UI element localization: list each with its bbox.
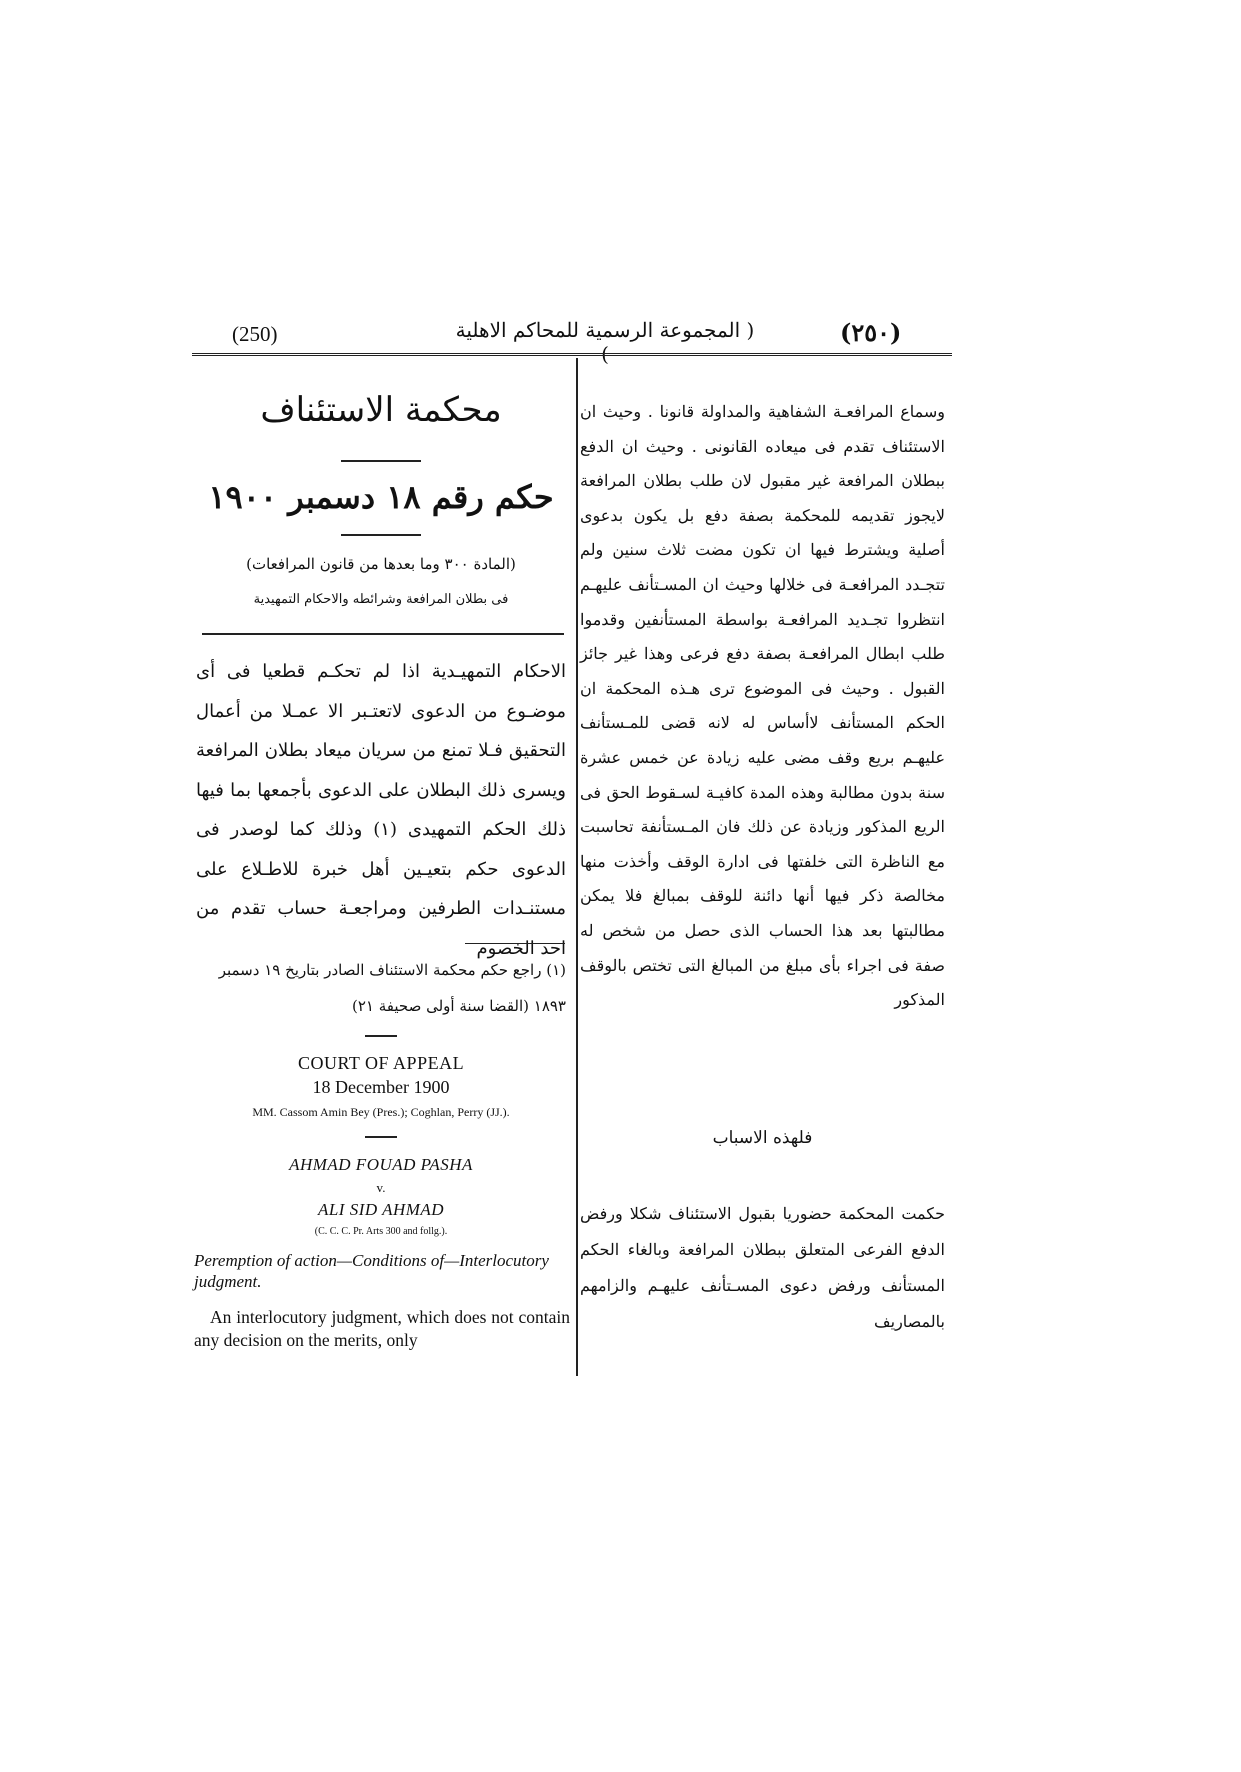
headnote-en: Peremption of action—Conditions of—Interlocutory judgment. [194,1251,549,1291]
articles-ar: (المادة ٣٠٠ وما بعدها من قانون المرافعات) [246,555,516,573]
judgment-body-ar: وسماع المرافعـة الشفاهية والمداولة قانونا . وحيث ان الاستئناف تقدم فى ميعاده القانونى . وحيث ان الدفع ببطلان المرافعة غير مقبول لان طلب بطلان المرافعة لايجوز تقديمه للمحكمة بصفة دفع بل يكون بدعوى أصلية ويشترط فيها ان تكون مضت ثلاث سنين ولم تتجـدد المرافعـة فى خلالها وحيث ان المسـتأنف عليهـم انتظروا تجـديد المرافعـة بواسطة المستأنفين وقدموا طلب ابطال المرافعـة بصفة دفع فرعى وهذا غير جائز القبول . وحيث فى الموضوع ترى هـذه المحكمة ان الحكم المستأنف لاأساس له لانه قضى للمـستأنف عليهـم بريع وقف مضى عليه زيادة عن خمس عشرة سنة بدون مطالبة وهذه المدة كافيـة لسـقوط الحق فى الريع المذكور وزيادة عن ذلك فان المـستأنفة تحاسبت مع الناظرة التى خلفتها فى ادارة الوقف وأخذت منها مخالصة ذكر فيها أنها دائنة للوقف بمبالغ فلا يمكن مطالبتها بعد هذا الحساب الذى حصل من شخص له صفة فى اجراء بأى مبلغ من المبالغ التى تختص بالوقف المذكور [580,402,946,1010]
verdict-ar: حكمت المحكمة حضوريا بقبول الاستئناف شكلا ورفض الدفع الفرعى المتعلق ببطلان المرافعة وبالغاء الحكم المستأنف ورفض دعوى المسـتأنف عليهـم والزامهم بالمصاريف [580,1204,945,1331]
summary-ar: الاحكام التمهيـدية اذا لم تحكـم قطعيا فى أى موضـوع من الدعوى لاتعتـبر الا عمـلا من أعمال التحقيق فـلا تمنع من سريان ميعاد بطلان المرافعة ويسرى ذلك البطلان على الدعوى بأجمعها بما فيها ذلك الحكم التمهيدى (١) وذلك كما لوصدر فى الدعوى حكم بتعيـين أهل خبرة للاطـلاع على مستنـدات الطرفين ومراجعـة حساب تقدم من احد الخصوم [196,661,566,959]
header-rule [192,353,952,356]
reasons-heading: فلهذه الاسباب [712,1128,813,1148]
body-en: An interlocutory judgment, which does not contain any decision on the merits, only [194,1307,570,1350]
party-appellant: AHMAD FOUAD PASHA [289,1155,473,1174]
column-divider [576,358,578,1376]
title-rule [341,460,421,462]
judges-en: MM. Cassom Amin Bey (Pres.); Coghlan, Perry (JJ.). [252,1105,510,1119]
footnote-end-rule [365,1035,397,1037]
versus: v. [376,1180,386,1195]
collection-title: ( المجموعة الرسمية للمحاكم الاهلية ) [455,318,755,366]
judges-rule [365,1136,397,1138]
court-title-en: COURT OF APPEAL [297,1053,465,1073]
judgment-title-ar: حكم رقم ١٨ دسمبر ١٩٠٠ [208,478,554,516]
party-respondent: ALI SID AHMAD [317,1200,445,1219]
summary-rule [202,633,564,635]
subject-ar: فى بطلان المرافعة وشرائطه والاحكام التمهيدية [253,592,509,607]
page-number-ar: (٢٥٠) [840,318,902,347]
judgment-date-en: 18 December 1900 [312,1077,450,1097]
page-number-en: (250) [232,322,278,346]
judgment-rule [341,534,421,536]
footnote-rule [465,943,565,944]
footnote-ar: (١) راجع حكم محكمة الاستئناف الصادر بتاريخ ١٩ دسمبر ١٨٩٣ (القضا سنة أولى صحيفة ٢١) [218,961,566,1015]
court-title-ar: محكمة الاستئناف [260,390,502,430]
articles-en: (C. C. C. Pr. Arts 300 and follg.). [314,1226,448,1237]
